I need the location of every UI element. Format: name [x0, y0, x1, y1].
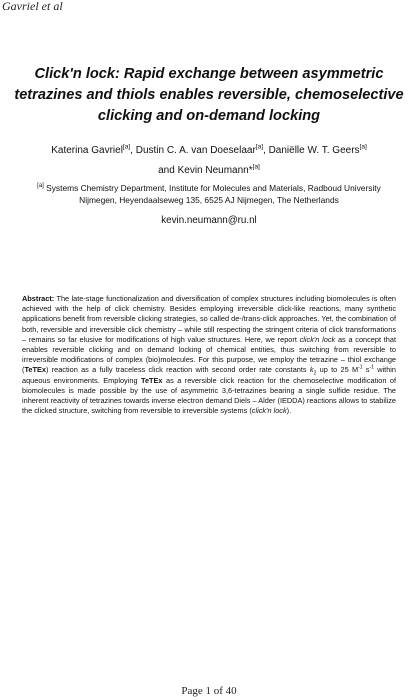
- abstract-segment: up to 25 M: [316, 365, 359, 375]
- affiliation-mark: [a]: [37, 183, 44, 190]
- abstract: [22, 294, 396, 416]
- abstract-segment: -1: [369, 364, 374, 371]
- author-line-2: [10, 164, 408, 177]
- abstract-segment: TeTEx: [24, 365, 46, 375]
- abstract-segment: -1: [358, 364, 363, 371]
- affiliation: [30, 182, 388, 206]
- author-separator: ,: [263, 145, 269, 156]
- page-number: Page 1 of 40: [181, 685, 237, 697]
- corresponding-author-name: Kevin Neumann*: [177, 165, 253, 176]
- author-name: Dustin C. A. van Doeselaar: [135, 145, 256, 156]
- affiliation-mark: [a]: [255, 143, 264, 151]
- abstract-segment: s: [362, 365, 370, 375]
- abstract-body: [22, 294, 396, 415]
- author-conjunction: and: [158, 165, 178, 176]
- abstract-segment: as a concept that enables reversible clicking and on demand locking of chemical entities, thus switching from reversible to irreversible modifications of complex (bio)molecules. For this purpose, we employ the tetrazine – thiol exchange (: [22, 334, 396, 375]
- abstract-label: Abstract:: [22, 294, 55, 303]
- affiliation-mark: [a]: [359, 143, 367, 151]
- author-line: [10, 144, 408, 157]
- author-separator: ,: [130, 145, 136, 156]
- affiliation-text: Systems Chemistry Department, Institute for Molecules and Materials, Radboud University Nijmegen, Heyendaalseweg 135, 6525 AJ Nijmegen, The Netherlands: [46, 183, 381, 205]
- abstract-segment: ) reaction as a fully traceless click reaction with second order rate constants: [45, 365, 310, 375]
- affiliation-mark: [a]: [252, 163, 260, 171]
- abstract-segment: within aqueous environments. Employing: [22, 365, 396, 385]
- abstract-segment: The late-stage functionalization and diversification of complex structures including biomolecules is often achieved with the help of click chemistry. Besides employing irreversible click-like reactions, many synthetic applications benefit from reversible clicking strategies, so called de-/trans-click approaches. Yet, the combination of both, reversible and irreversible click chemistry – while still respecting the stringent criteria of click transformations – remains so far elusive for modifications of high value structures. Here, we report: [22, 294, 396, 344]
- author-name: Katerina Gavriel: [51, 145, 123, 156]
- abstract-segment: click'n lock: [251, 406, 287, 416]
- abstract-segment: ).: [286, 406, 292, 416]
- abstract-segment: 2: [313, 370, 317, 377]
- affiliation-mark: [a]: [122, 143, 131, 151]
- abstract-segment: click'n lock: [299, 334, 336, 344]
- running-head: Gavriel et al: [2, 0, 63, 13]
- paper-title: Click'n lock: Rapid exchange between asymmetric tetrazines and thiols enables reversible, chemoselective clicking and on-demand locking: [14, 66, 404, 124]
- author-name: Daniëlle W. T. Geers: [268, 145, 360, 156]
- abstract-segment: TeTEx: [141, 375, 163, 385]
- corresponding-email: kevin.neumann@ru.nl: [161, 215, 257, 226]
- abstract-segment: as a reversible click reaction for the chemoselective modification of biomolecules is made possible by the use of asymmetric 3,6-tetrazines bearing a single sulfide residue. The inherent reactivity of tetrazines towards inverse electron demand Diels – Alder (IEDDA) reactions allows to stabilize the clicked structure, switching from reversible to irreversible systems (: [22, 375, 397, 416]
- abstract-segment: k: [309, 365, 314, 375]
